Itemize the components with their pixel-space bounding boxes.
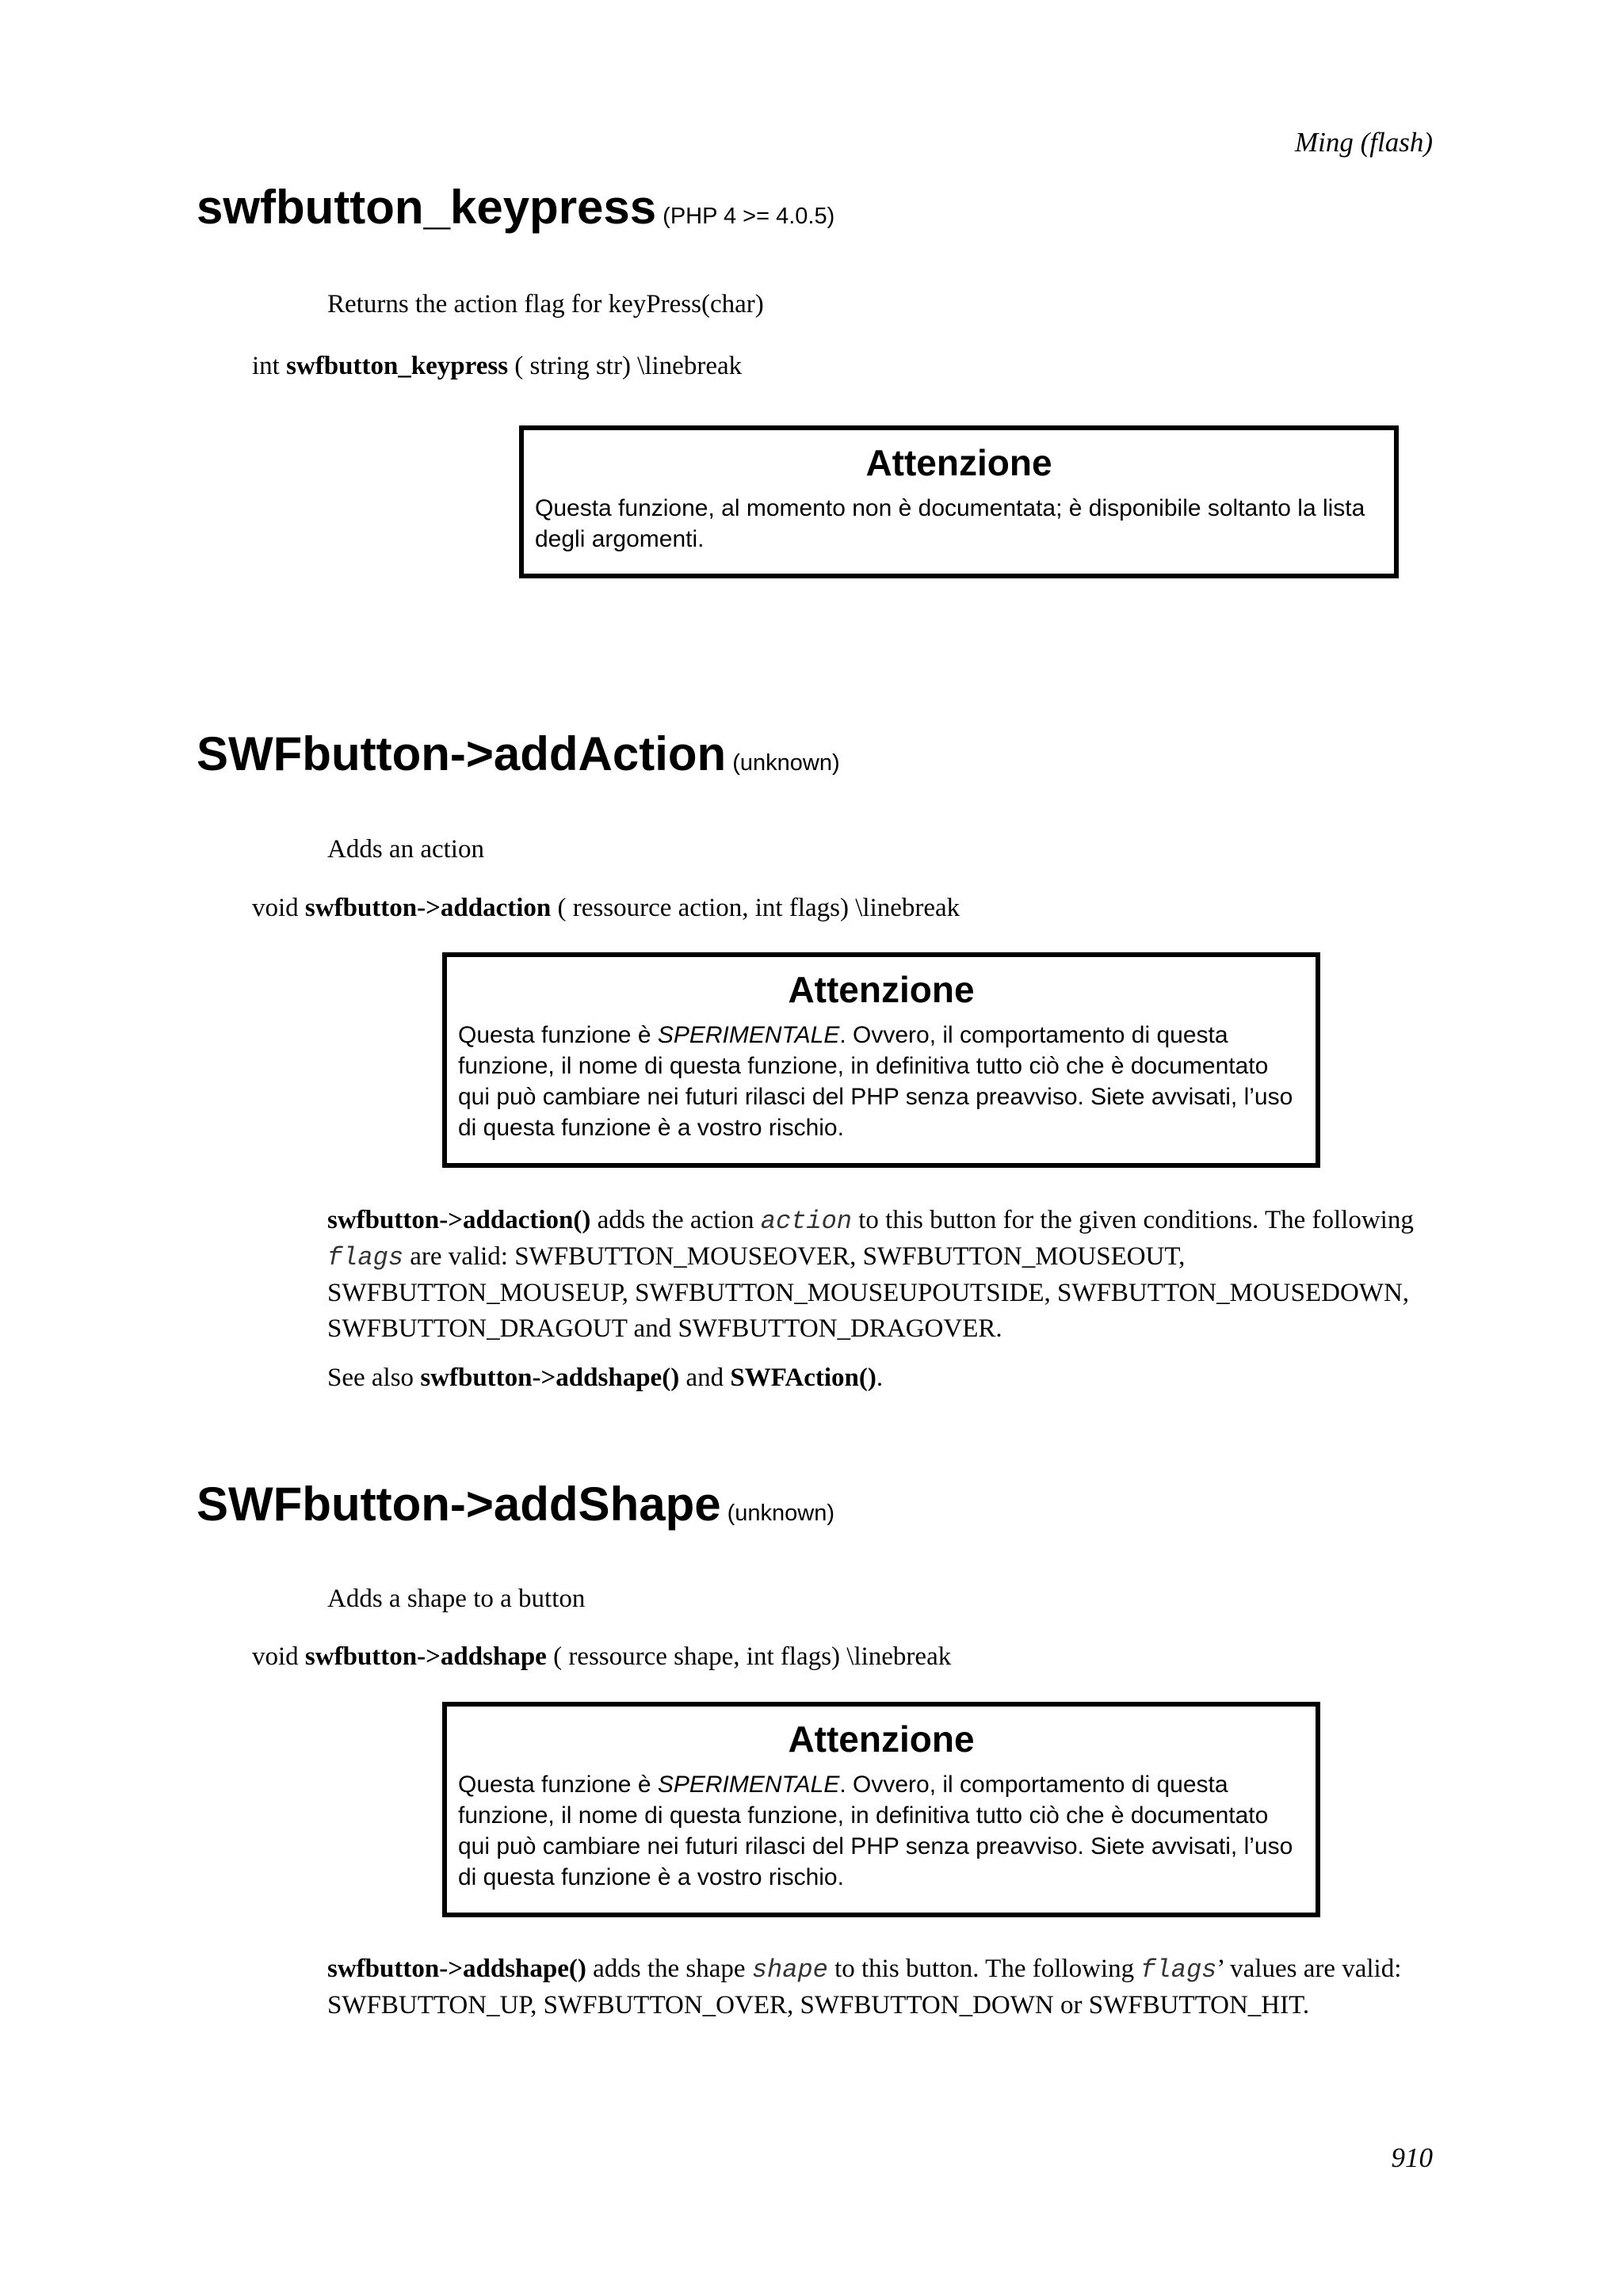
- synopsis-function: swfbutton_keypress: [286, 352, 509, 380]
- function-synopsis: [252, 894, 960, 923]
- warning-text: Questa funzione è SPERIMENTALE. Ovvero, il comportamento di questa funzione, il nome di questa funzione, in definitiva tutto ciò che è documentato qui può cambiare nei futuri rilasci del PHP senza preavviso. Siete avvisati, l’uso di questa funzione è a vostro rischio.: [458, 1772, 1293, 1891]
- function-name: SWFbutton->addShape: [197, 1478, 721, 1531]
- function-synopsis: [252, 1642, 951, 1672]
- warning-title: Attenzione: [788, 1718, 975, 1760]
- section-title-swfbutton-addaction: [197, 726, 840, 783]
- page-number: 910: [1391, 2142, 1433, 2173]
- function-reference: swfbutton->addaction(): [327, 1206, 591, 1234]
- see-also-link-swfaction[interactable]: SWFAction(): [730, 1363, 876, 1392]
- warning-text: Questa funzione è SPERIMENTALE. Ovvero, il comportamento di questa funzione, il nome di questa funzione, in definitiva tutto ciò che è documentato qui può cambiare nei futuri rilasci del PHP senza preavviso. Siete avvisati, l’uso di questa funzione è a vostro rischio.: [458, 1022, 1293, 1142]
- refpurpose: Returns the action flag for keyPress(char): [327, 290, 764, 318]
- refpurpose: Adds an action: [327, 835, 484, 864]
- description-paragraph: swfbutton->addshape() adds the shape shape to this button. The following flags’ values are valid: SWFBUTTON_UP, SWFBUTTON_OVER, SWFBUTTON_DOWN or SWFBUTTON_HIT.: [327, 1955, 1402, 2019]
- warning-title: Attenzione: [788, 969, 975, 1010]
- return-type: void: [252, 894, 299, 922]
- experimental-emphasis: SPERIMENTALE: [657, 1022, 840, 1049]
- warning-box: [442, 952, 1320, 1168]
- see-also: See also swfbutton->addshape() and SWFAction().: [327, 1363, 884, 1392]
- description-paragraph: swfbutton->addaction() adds the action action to this button for the given conditions. The following flags are valid: SWFBUTTON_MOUSEOVER, SWFBUTTON_MOUSEOUT, SWFBUTTON_MOUSEUP, SWFBUTTON_MOUSEUPOUTSIDE, SWFBUTTON_MOUSEDOWN, SWFBUTTON_DRAGOUT and SWFBUTTON_DRAGOVER.: [327, 1206, 1414, 1343]
- warning-text: Questa funzione, al momento non è documentata; è disponibile soltanto la lista degli argomenti.: [535, 495, 1365, 553]
- function-synopsis: [252, 352, 742, 381]
- version-tag: (unknown): [732, 750, 840, 776]
- synopsis-function: swfbutton->addaction: [304, 894, 552, 922]
- experimental-emphasis: SPERIMENTALE: [657, 1772, 840, 1798]
- return-type: void: [252, 1642, 299, 1671]
- parameter-flags: flags: [327, 1243, 404, 1272]
- synopsis-params: ( ressource action, int flags) \linebreak: [557, 894, 960, 922]
- section-title-swfbutton-addshape: [197, 1476, 834, 1533]
- warning-box: [519, 425, 1399, 578]
- see-also-link-addshape[interactable]: swfbutton->addshape(): [420, 1363, 680, 1392]
- parameter-flags: flags: [1140, 1955, 1217, 1985]
- function-name: SWFbutton->addAction: [197, 727, 727, 780]
- refpurpose: Adds a shape to a button: [327, 1585, 586, 1613]
- parameter-shape: shape: [751, 1955, 828, 1985]
- version-tag: (unknown): [727, 1501, 835, 1526]
- parameter-action: action: [760, 1207, 852, 1236]
- synopsis-function: swfbutton->addshape: [304, 1642, 547, 1671]
- version-tag: (PHP 4 >= 4.0.5): [663, 204, 835, 229]
- synopsis-params: ( string str) \linebreak: [514, 352, 743, 380]
- warning-title: Attenzione: [865, 442, 1052, 483]
- section-title-swfbutton-keypress: [197, 179, 834, 236]
- function-name: swfbutton_keypress: [197, 181, 657, 234]
- return-type: int: [252, 352, 280, 380]
- function-reference: swfbutton->addshape(): [327, 1955, 586, 1983]
- warning-box: [442, 1702, 1320, 1917]
- synopsis-params: ( ressource shape, int flags) \linebreak: [553, 1642, 952, 1671]
- running-header: Ming (flash): [1294, 127, 1433, 158]
